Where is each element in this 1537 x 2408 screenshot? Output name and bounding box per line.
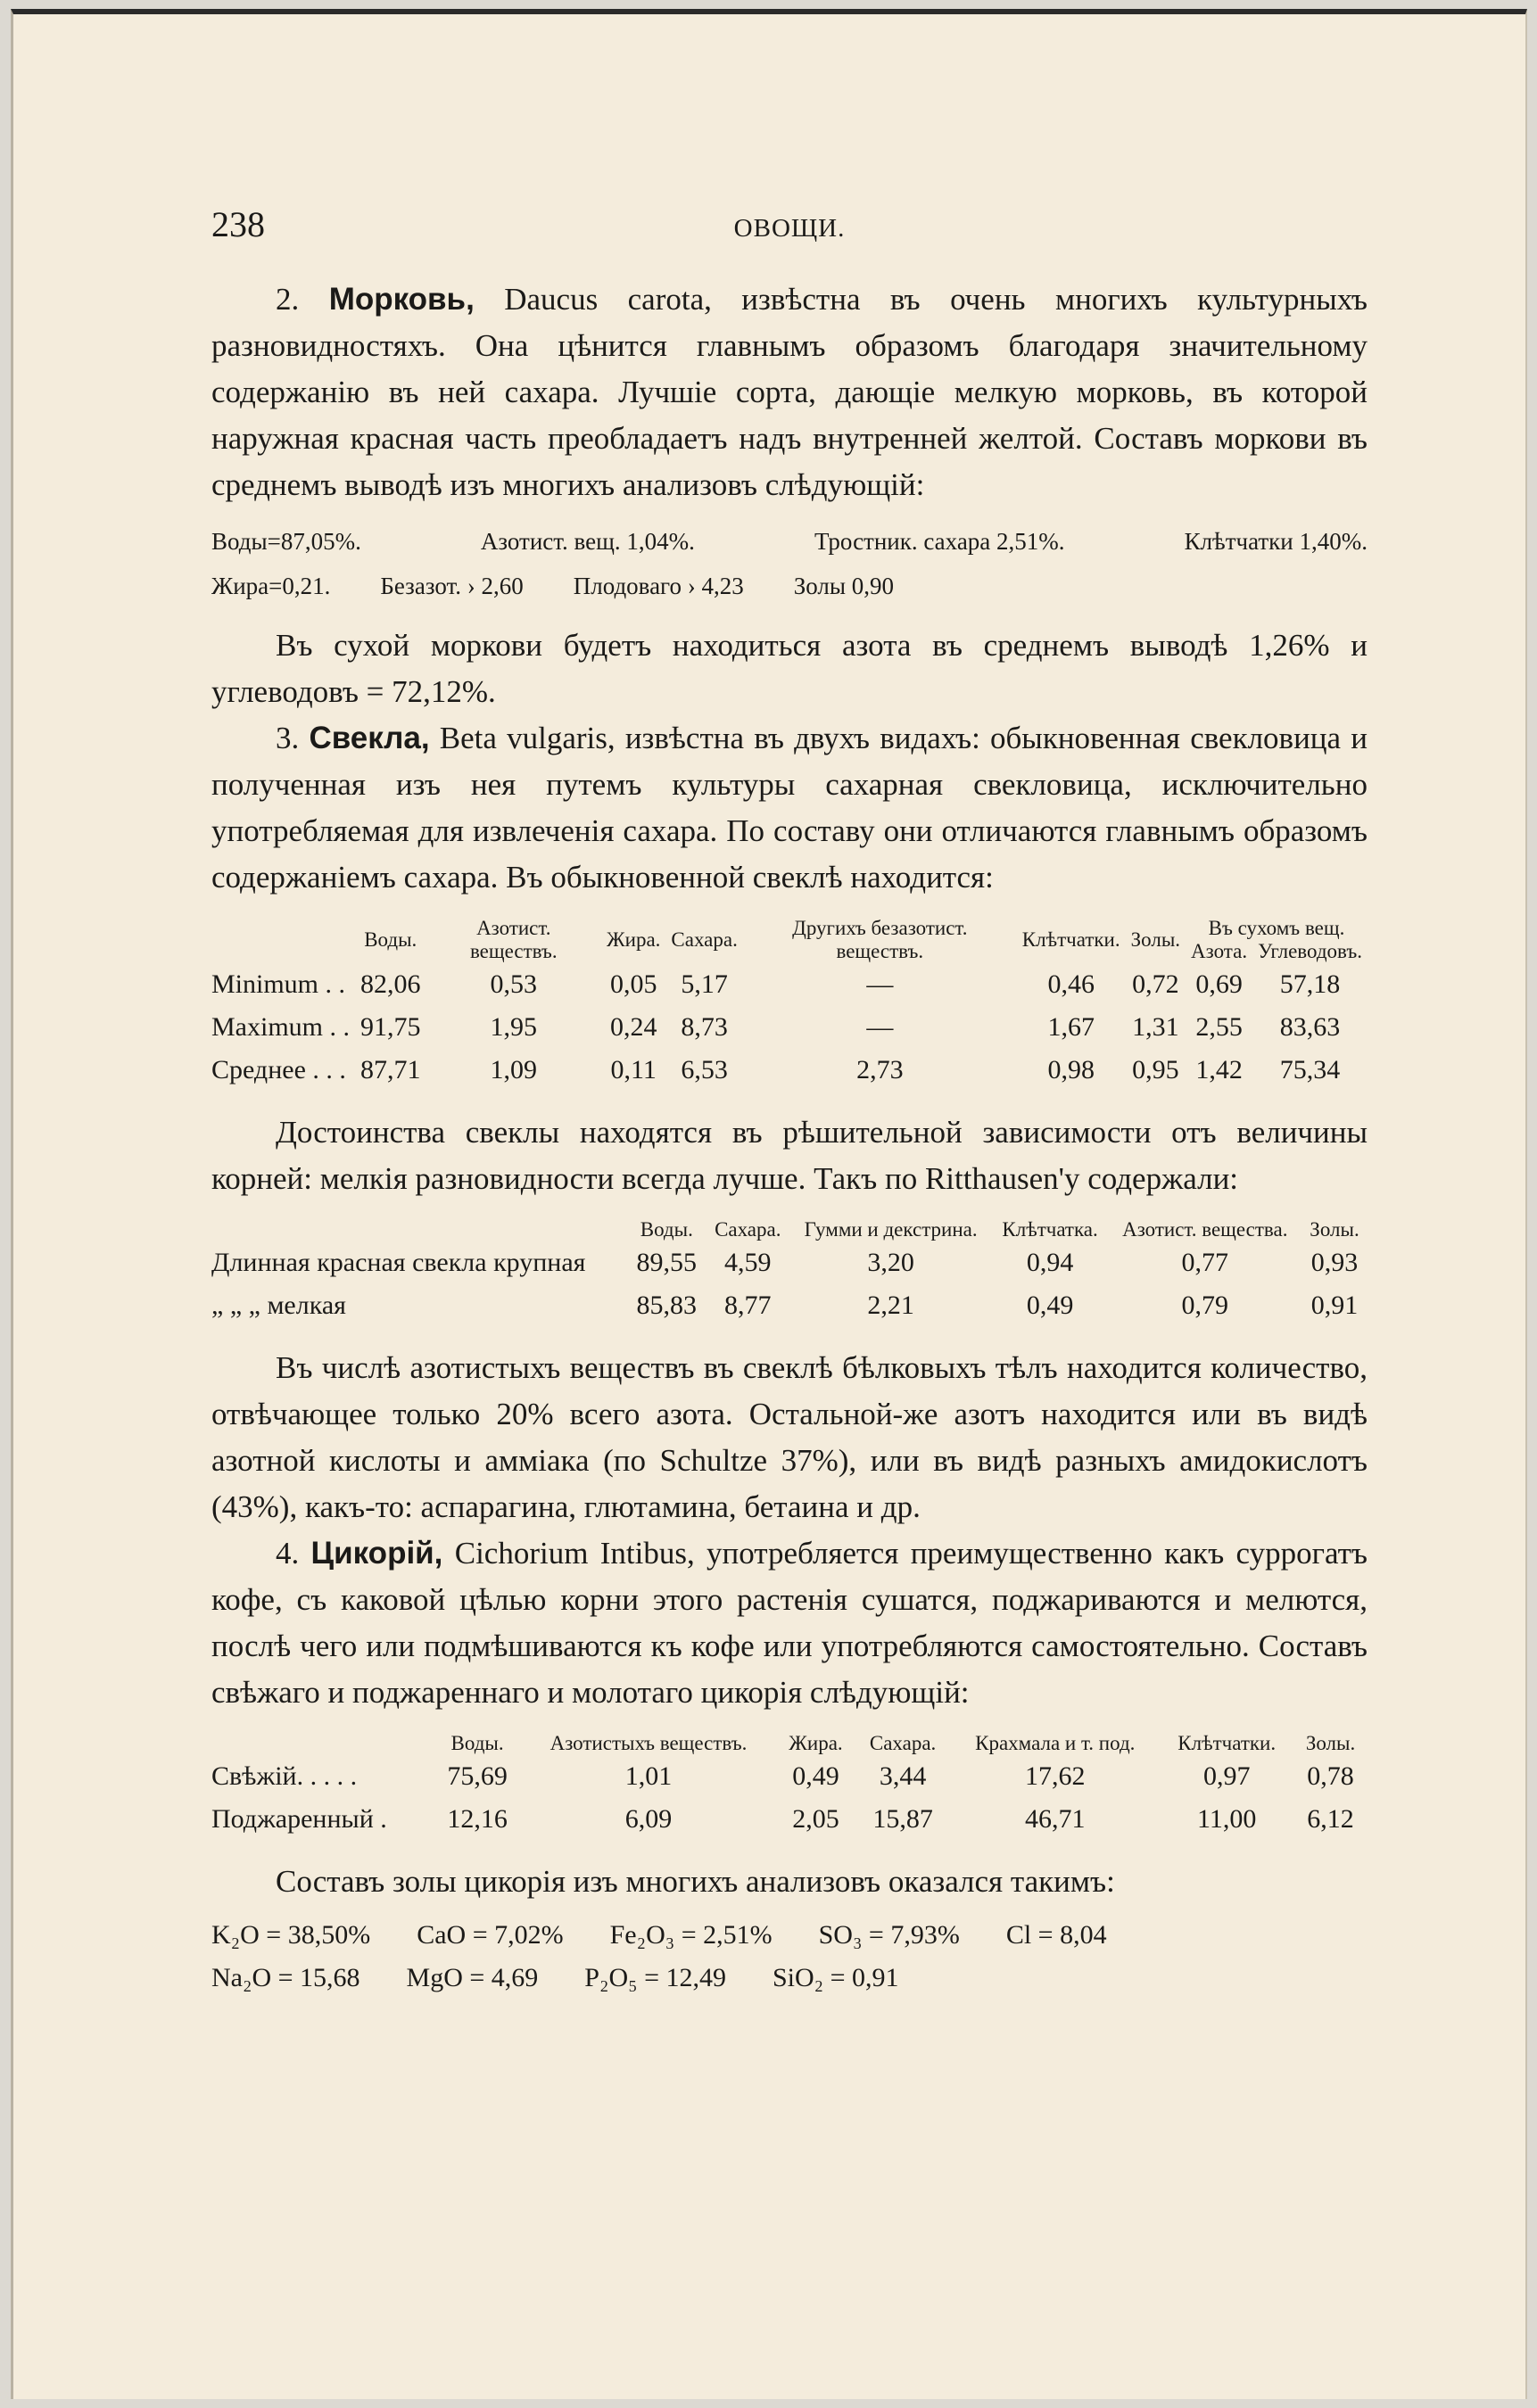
composition-item: Золы 0,90 [793, 573, 894, 599]
table-cell: 0,93 [1310, 1248, 1359, 1277]
table-cell: — [866, 1012, 894, 1042]
section-heading: Морковь, [328, 282, 475, 317]
table-cell: 4,59 [724, 1248, 772, 1277]
table-cell: 1,09 [490, 1055, 538, 1084]
column-header: Сахара. [671, 928, 738, 951]
composition-item: Клѣтчатки 1,40%. [1184, 528, 1368, 555]
table-cell: 1,42 [1195, 1055, 1243, 1084]
table-cell: 1,01 [624, 1761, 673, 1791]
column-header: Азота. [1191, 940, 1248, 962]
ash-paragraph: Составъ золы цикорія изъ многихъ анализовъ оказался такимъ: [276, 1864, 1115, 1899]
table-cell: 6,09 [624, 1804, 673, 1834]
table-cell: 2,05 [792, 1804, 839, 1834]
table-row [211, 1049, 1368, 1092]
chicory-paragraph [211, 1530, 1368, 1716]
page-number: 238 [211, 204, 265, 244]
column-header: Воды. [364, 928, 417, 951]
column-header: Клѣтчатки. [1178, 1732, 1277, 1754]
beet-paragraph [211, 715, 1368, 901]
table-cell: 12,16 [447, 1804, 508, 1834]
table-cell: 0,05 [609, 969, 657, 999]
row-label: Minimum . . [211, 969, 346, 999]
oxide-value: MgO = 4,69 [406, 1963, 539, 1992]
table-cell: 0,69 [1195, 969, 1243, 999]
column-header: Клѣтчатка. [1002, 1218, 1098, 1241]
table-cell: 3,20 [867, 1248, 914, 1277]
table-cell: 0,94 [1026, 1248, 1074, 1277]
composition-item: Жира=0,21. [211, 573, 331, 599]
column-header: Крахмала и т. под. [975, 1732, 1136, 1754]
table-cell: 1,95 [490, 1012, 538, 1042]
row-label: Maximum . . [211, 1012, 350, 1042]
table-cell: 0,49 [1026, 1291, 1074, 1320]
oxide-value: Fe₂O₃ = 2,51% [609, 1920, 773, 1950]
table-cell: 0,98 [1047, 1055, 1095, 1084]
table-cell: 75,69 [447, 1761, 508, 1791]
ash-composition [211, 1914, 1368, 2000]
table-cell: 11,00 [1197, 1804, 1257, 1834]
table-cell: 0,11 [610, 1055, 657, 1084]
table-cell: 17,62 [1025, 1761, 1086, 1791]
carrot-paragraph [211, 276, 1368, 508]
table-cell: 0,49 [792, 1761, 839, 1791]
column-header: Жира. [789, 1732, 843, 1754]
page-header [211, 202, 1368, 255]
book-page [11, 9, 1527, 2399]
oxide-value: SiO₂ = 0,91 [772, 1963, 899, 1992]
column-header: Воды. [640, 1218, 693, 1241]
table-cell: 46,71 [1025, 1804, 1086, 1834]
column-header: Жира. [607, 928, 661, 951]
column-header: Углеводовъ. [1258, 940, 1362, 962]
section-heading: Свекла, [309, 721, 430, 755]
running-title: ОВОЩИ. [733, 214, 846, 243]
section-number: 2. [276, 282, 300, 317]
column-header: Воды. [450, 1732, 504, 1754]
table-row [211, 1284, 1368, 1327]
column-header: Азотист. вещества. [1122, 1218, 1288, 1241]
column-group-header: Въ сухомъ вещ. [1208, 917, 1345, 939]
table-cell: 0,97 [1202, 1761, 1251, 1791]
oxide-value: K₂O = 38,50% [211, 1920, 371, 1950]
column-header: Золы. [1305, 1732, 1356, 1754]
table-cell: 82,06 [360, 969, 421, 999]
table-cell: 0,77 [1181, 1248, 1229, 1277]
column-header: Клѣтчатки. [1021, 928, 1120, 951]
table-cell: 1,31 [1132, 1012, 1179, 1042]
column-header: Азотист. веществъ. [469, 917, 558, 962]
section-number: 3. [276, 721, 300, 755]
table-corner [211, 917, 355, 963]
table-cell: 83,63 [1279, 1012, 1341, 1042]
oxide-value: Na₂O = 15,68 [211, 1963, 360, 1992]
table-cell: 6,53 [681, 1055, 728, 1084]
table-cell: 2,73 [856, 1055, 904, 1084]
paragraph-text: Beta vulgaris, извѣстна въ двухъ видахъ: обыкновенная свекловица и полученная изъ нея путемъ культуры сахарная свекловица, исключительно употребляемая для извлеченія сахара. По составу они отличаются главнымъ образомъ содержаніемъ сахара. Въ обыкновенной свеклѣ находится: [211, 721, 1368, 895]
table-cell: 3,44 [879, 1761, 927, 1791]
oxide-value: P₂O₅ = 12,49 [584, 1963, 726, 1992]
composition-item: Плодоваго › 4,23 [573, 573, 744, 599]
table-cell: 15,87 [872, 1804, 933, 1834]
chicory-table [211, 1732, 1368, 1841]
beet-quality-paragraph: Достоинства свеклы находятся въ рѣшительной зависимости отъ величины корней: мелкія разновидности всегда лучше. Такъ по Ritthausen'у содержали: [211, 1115, 1368, 1196]
paragraph-text: Daucus carota, извѣстна въ очень многихъ культурныхъ разновидностяхъ. Она цѣнится главнымъ образомъ благодаря значительному содержанію въ ней сахара. Лучшіе сорта, дающіе мелкую морковь, въ которой наружная красная часть преобладаетъ надъ внутренней желтой. Составъ моркови въ среднемъ выводѣ изъ многихъ анализовъ слѣдующій: [211, 282, 1368, 502]
row-label: Среднее . . . [211, 1055, 346, 1084]
table-cell: 0,72 [1132, 969, 1179, 999]
table-cell: 0,95 [1132, 1055, 1179, 1084]
table-cell: 6,12 [1307, 1804, 1354, 1834]
section-number: 4. [276, 1536, 300, 1571]
oxide-value: CaO = 7,02% [417, 1920, 564, 1950]
row-label: Свѣжій. . . . . [211, 1761, 358, 1791]
table-cell: 0,53 [490, 969, 538, 999]
composition-item: Тростник. сахара 2,51%. [814, 528, 1065, 555]
composition-item: Воды=87,05%. [211, 528, 361, 555]
paragraph-text: Cichorium Intibus, употребляется преимущественно какъ суррогатъ кофе, съ каковой цѣлью корни этого растенія сушатся, поджариваются и мелются, послѣ чего или подмѣшиваются къ кофе или употребляются самостоятельно. Составъ свѣжаго и поджареннаго и молотаго цикорія слѣдующій: [211, 1536, 1368, 1710]
table-row [211, 1006, 1368, 1049]
table-cell: 5,17 [681, 969, 728, 999]
row-label: Поджаренный . [211, 1804, 387, 1834]
composition-item: Безазот. › 2,60 [380, 573, 524, 599]
table-cell: 57,18 [1279, 969, 1341, 999]
ritthausen-table [211, 1218, 1368, 1327]
table-row [211, 1755, 1368, 1798]
table-row [211, 963, 1368, 1006]
beet-composition-table [211, 917, 1368, 1092]
table-cell: 8,77 [724, 1291, 772, 1320]
carrot-composition [211, 519, 1368, 608]
table-corner [211, 1732, 434, 1755]
column-header: Гумми и декстрина. [804, 1218, 978, 1241]
table-cell: 2,21 [867, 1291, 914, 1320]
table-row [211, 1241, 1368, 1284]
table-cell: — [866, 969, 894, 999]
oxide-value: Cl = 8,04 [1005, 1920, 1107, 1950]
table-cell: 0,46 [1047, 969, 1095, 999]
row-label: „ „ „ мелкая [211, 1291, 346, 1320]
column-header: Сахара. [869, 1732, 937, 1754]
column-header: Азотистыхъ веществъ. [550, 1732, 748, 1754]
table-cell: 75,34 [1279, 1055, 1341, 1084]
table-cell: 8,73 [681, 1012, 728, 1042]
composition-item: Азотист. вещ. 1,04%. [480, 528, 695, 555]
nitrogen-paragraph: Въ числѣ азотистыхъ веществъ въ свеклѣ бѣлковыхъ тѣлъ находится количество, отвѣчающее только 20% всего азота. Остальной-же азотъ находится или въ видѣ азотной кислоты и амміака (по Schultze 37%), или въ видѣ разныхъ амидокислотъ (43%), какъ-то: аспарагина, глютамина, бетаина и др. [211, 1350, 1368, 1524]
section-heading: Цикорій, [310, 1536, 443, 1571]
table-corner [211, 1218, 628, 1241]
table-cell: 91,75 [360, 1012, 421, 1042]
row-label: Длинная красная свекла крупная [211, 1248, 586, 1277]
table-cell: 87,71 [360, 1055, 421, 1084]
column-header: Другихъ безазотист. веществъ. [792, 917, 968, 962]
table-cell: 0,78 [1307, 1761, 1354, 1791]
table-cell: 1,67 [1047, 1012, 1095, 1042]
table-cell: 0,24 [609, 1012, 657, 1042]
table-cell: 89,55 [636, 1248, 698, 1277]
column-header: Золы. [1310, 1218, 1359, 1241]
table-row [211, 1798, 1368, 1841]
table-cell: 0,91 [1310, 1291, 1359, 1320]
column-header: Золы. [1130, 928, 1181, 951]
table-cell: 85,83 [636, 1291, 698, 1320]
table-cell: 2,55 [1195, 1012, 1243, 1042]
column-header: Сахара. [715, 1218, 781, 1241]
page-content [211, 202, 1368, 2000]
table-cell: 0,79 [1181, 1291, 1229, 1320]
oxide-value: SO₃ = 7,93% [818, 1920, 960, 1950]
dry-carrot-paragraph: Въ сухой моркови будетъ находиться азота въ среднемъ выводѣ 1,26% и углеводовъ = 72,12%. [211, 628, 1368, 709]
